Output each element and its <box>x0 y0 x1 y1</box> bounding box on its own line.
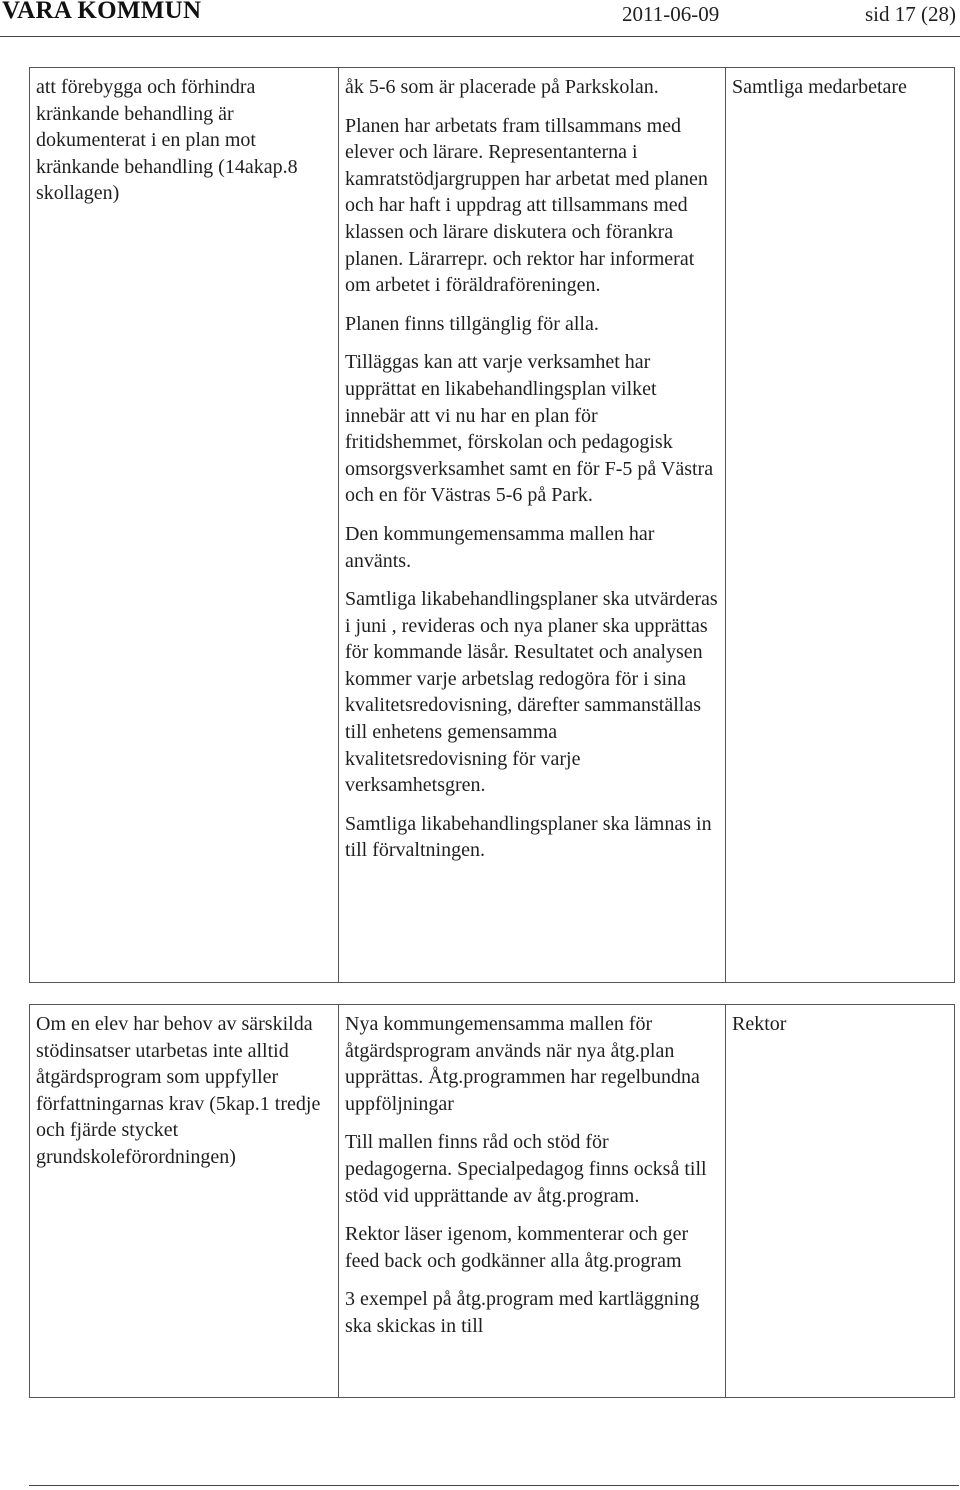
measure-paragraph: Planen har arbetats fram tillsammans med elever och lärare. Representanterna i kamratstödjargruppen har arbetat med planen och har haft i uppdrag att tillsammans med klassen och lärare diskutera och förankra planen. Lärarrepr. och rektor har informerat om arbetet i föräldraföreningen. <box>345 114 708 297</box>
measure-paragraph: Samtliga likabehandlingsplaner ska utvärderas i juni , revideras och nya planer ska upprättas för kommande läsår. Resultatet och analysen kommer varje arbetslag redogöra för i sina kvalitetsredovisning, därefter sammanställas till enhetens gemensamma kvalitetsredovisning för varje verksamhetsgren. <box>345 588 718 797</box>
measure-paragraph: åk 5-6 som är placerade på Parkskolan. <box>345 76 659 98</box>
measure-paragraph: Planen finns tillgänglig för alla. <box>345 312 599 335</box>
responsible-cell <box>726 1005 955 1398</box>
measure-paragraph: Tilläggas kan att varje verksamhet har upprättat en likabehandlingsplan vilket innebär att vi nu har en plan för fritidshemmet, förskolan och pedagogisk omsorgsverksamhet samt en för F-5 på Västra och en för Västras 5-6 på Park. <box>345 351 714 507</box>
quality-table-section-1 <box>29 67 955 983</box>
responsible-text: Samtliga medarbetare <box>732 76 907 98</box>
header-date: 2011-06-09 <box>622 2 720 26</box>
measure-paragraph: Till mallen finns råd och stöd för pedagogerna. Specialpedagog finns också till stöd vid upprättande av åtg.program. <box>345 1131 707 1207</box>
measure-paragraph: Samtliga likabehandlingsplaner ska lämnas in till förvaltningen. <box>345 812 712 862</box>
measures-cell <box>339 1005 726 1398</box>
requirement-text: Om en elev har behov av särskilda stödinsatser utarbetas inte alltid åtgärdsprogram som uppfyller författningarnas krav (5kap.1 tredje och fjärde stycket grundskoleförordningen) <box>36 1013 321 1168</box>
table-row <box>30 1005 955 1398</box>
responsible-text: Rektor <box>732 1013 787 1035</box>
measures-cell <box>339 68 726 983</box>
page-number: sid 17 (28) <box>865 2 956 26</box>
measure-paragraph: 3 exempel på åtg.program med kartläggning ska skickas in till <box>345 1288 700 1337</box>
measure-paragraph: Den kommungemensamma mallen har använts. <box>345 522 655 572</box>
requirement-cell <box>30 68 339 983</box>
measure-paragraph: Nya kommungemensamma mallen för åtgärdsprogram används när nya åtg.plan upprättas. Åtg.programmen har regelbundna uppföljningar <box>345 1013 700 1115</box>
responsible-cell <box>726 68 955 983</box>
table-row <box>30 68 955 983</box>
org-name: VARA KOMMUN <box>2 0 202 24</box>
header-divider <box>0 36 960 37</box>
quality-table-section-2 <box>29 1004 955 1398</box>
measure-paragraph: Rektor läser igenom, kommenterar och ger feed back och godkänner alla åtg.program <box>345 1223 689 1272</box>
footer-divider <box>29 1485 959 1486</box>
page-header <box>0 0 960 30</box>
requirement-cell <box>30 1005 339 1398</box>
requirement-text: att förebygga och förhindra kränkande behandling är dokumenterat i en plan mot kränkande behandling (14akap.8 skollagen) <box>36 76 298 205</box>
